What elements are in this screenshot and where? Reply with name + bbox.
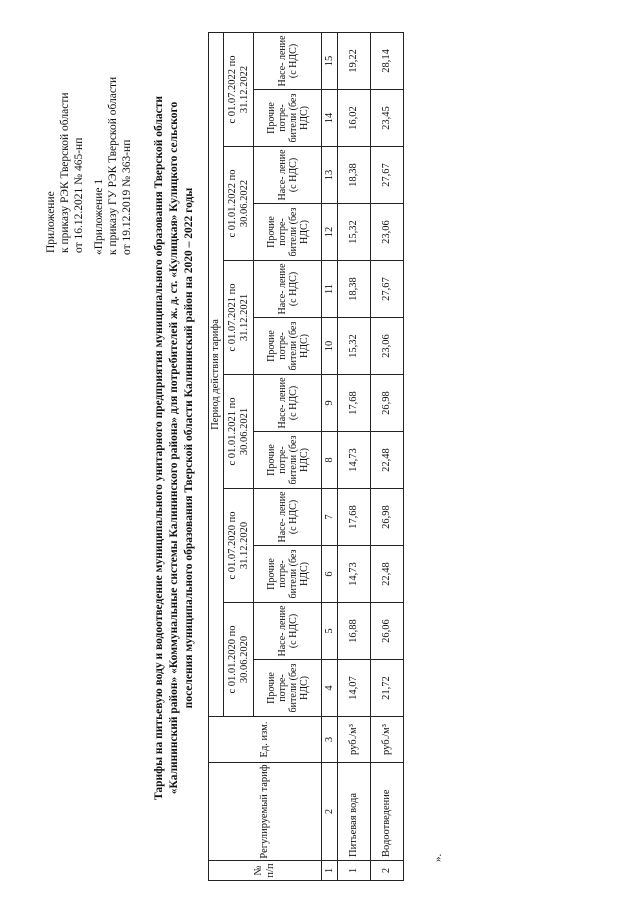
tariff-value: 28,14 [371,32,404,89]
column-number: 14 [322,90,338,147]
subheader-other: Прочие потре- бители (без НДС) [254,90,322,147]
appendix-line: от 19.12.2019 № 363-нп [121,139,133,255]
tariff-value: 17,68 [338,489,371,546]
tariff-value: 14,73 [338,432,371,489]
header-tariff: Регулируемый тариф [209,763,322,861]
column-number: 3 [322,717,338,763]
period-header: с 01.07.2022 по 31.12.2022 [224,32,254,146]
column-number: 7 [322,489,338,546]
document-title-line: поселения муниципального образования Тверской области Калининский район на 2020 – 2022 годы [183,187,195,709]
column-number: 2 [322,763,338,861]
tariff-value: 16,02 [338,90,371,147]
row-tariff-name: Водоотведение [371,763,404,861]
column-number: 8 [322,432,338,489]
table-row [338,32,371,880]
tariff-value: 19,22 [338,32,371,89]
tariff-value: 23,45 [371,90,404,147]
appendix-line: от 16.12.2021 № 465-нп [73,137,85,253]
tariff-value: 26,98 [371,375,404,432]
tariff-value: 23,06 [371,318,404,375]
column-number-row [322,32,338,880]
subheader-other: Прочие потре- бители (без НДС) [254,660,322,717]
subheader-population: Насе- ление (с НДС) [254,261,322,318]
previous-appendix-header [92,77,134,255]
period-header: с 01.01.2022 по 30.06.2022 [224,147,254,261]
period-header: с 01.07.2020 по 31.12.2020 [224,489,254,603]
subheader-population: Насе- ление (с НДС) [254,489,322,546]
row-unit: руб./м³ [338,717,371,763]
tariff-table [208,32,404,881]
tariff-value: 21,72 [371,660,404,717]
tariff-value: 15,32 [338,318,371,375]
row-number: 2 [371,861,404,881]
tariff-value: 22,48 [371,432,404,489]
header-unit: Ед. изм. [209,717,322,763]
period-header: с 01.07.2021 по 31.12.2021 [224,261,254,375]
subheader-population: Насе- ление (с НДС) [254,147,322,204]
header-no: № п/п [209,861,322,881]
column-number: 13 [322,147,338,204]
subheader-other: Прочие потре- бители (без НДС) [254,432,322,489]
column-number: 5 [322,603,338,660]
subheader-population: Насе- ление (с НДС) [254,32,322,89]
tariff-value: 26,98 [371,489,404,546]
tariff-value: 26,06 [371,603,404,660]
tariff-value: 14,73 [338,546,371,603]
tariff-value: 18,38 [338,261,371,318]
tariff-value: 27,67 [371,261,404,318]
column-number: 11 [322,261,338,318]
column-number: 12 [322,204,338,261]
header-period: Период действия тарифа [209,32,224,716]
tariff-value: 17,68 [338,375,371,432]
column-number: 4 [322,660,338,717]
tariff-value: 18,38 [338,147,371,204]
row-number: 1 [338,861,371,881]
subheader-population: Насе- ление (с НДС) [254,375,322,432]
column-number: 6 [322,546,338,603]
row-tariff-name: Питьевая вода [338,763,371,861]
row-unit: руб./м³ [371,717,404,763]
column-number: 1 [322,861,338,881]
subheader-other: Прочие потре- бители (без НДС) [254,204,322,261]
column-number: 15 [322,32,338,89]
tariff-value: 16,88 [338,603,371,660]
appendix-line: к приказу РЭК Тверской области [59,92,71,253]
column-number: 10 [322,318,338,375]
tariff-value: 14,07 [338,660,371,717]
period-header: с 01.01.2020 по 30.06.2020 [224,603,254,717]
tariff-value: 22,48 [371,546,404,603]
closing-quote: ». [432,853,444,862]
tariff-value: 27,67 [371,147,404,204]
period-header: с 01.01.2021 по 30.06.2021 [224,375,254,489]
appendix-line: Приложение [45,191,57,253]
column-number: 9 [322,375,338,432]
appendix-line: к приказу ГУ РЭК Тверской области [107,76,119,255]
subheader-population: Насе- ление (с НДС) [254,603,322,660]
subheader-other: Прочие потре- бители (без НДС) [254,546,322,603]
appendix-header [44,93,86,254]
document-title-line: «Калининский район» «Коммунальные системы Калининского района» для потребителей ж. д. ст. «Кулицкая» Кулицкого сельского [168,101,180,795]
subheader-other: Прочие потре- бители (без НДС) [254,318,322,375]
document-title-line: Тарифы на питьевую воду и водоотведение муниципального унитарного предприятия муниципального образования Тверской области [153,95,165,801]
table-row [371,32,404,880]
tariff-value: 23,06 [371,204,404,261]
appendix-line: «Приложение 1 [93,178,105,255]
tariff-value: 15,32 [338,204,371,261]
